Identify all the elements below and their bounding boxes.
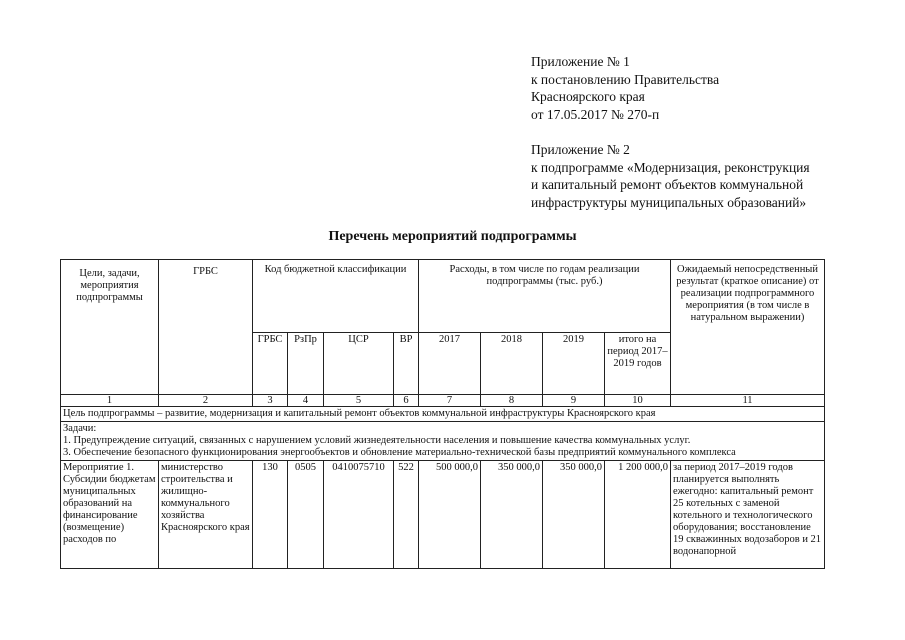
appendix-1-line-4: от 17.05.2017 № 270-п — [531, 106, 660, 122]
measure-grbs-code: 130 — [253, 461, 288, 569]
header-result: Ожидаемый непосредственный результат (краткое описание) от реализации подпрограммного мероприятия (в том числе в натуральном выражении) — [671, 260, 825, 395]
header-grbs: ГРБС — [159, 260, 253, 395]
appendix-1-line-1: Приложение № 1 — [531, 54, 630, 69]
appendix-2-block — [531, 141, 810, 211]
measure-2019: 350 000,0 — [543, 461, 605, 569]
column-number: 9 — [543, 395, 605, 407]
measure-grbs-name: министерство строительства и жилищно-коммунального хозяйства Красноярского края — [159, 461, 253, 569]
measure-total: 1 200 000,0 — [605, 461, 671, 569]
column-number: 4 — [288, 395, 324, 407]
appendix-2-line-4: инфраструктуры муниципальных образований» — [531, 194, 807, 210]
column-number: 8 — [481, 395, 543, 407]
column-number: 7 — [419, 395, 481, 407]
measure-2017: 500 000,0 — [419, 461, 481, 569]
subheader-2019: 2019 — [543, 333, 605, 395]
column-number: 10 — [605, 395, 671, 407]
appendix-2-line-2: к подпрограмме «Модернизация, реконструкция — [531, 159, 810, 175]
document-title: Перечень мероприятий подпрограммы — [328, 229, 577, 244]
column-number: 11 — [671, 395, 825, 407]
column-number: 5 — [324, 395, 394, 407]
measure-result: за период 2017–2019 годов планируется выполнять ежегодно: капитальный ремонт 25 котельных с заменой котельного и технологического оборудования; восстановление 19 скважинных водозаборов и 21 водонапорной — [671, 461, 825, 569]
appendix-2-line-1: Приложение № 2 — [531, 142, 630, 157]
subheader-2017: 2017 — [419, 333, 481, 395]
tasks-row — [61, 422, 825, 461]
subheader-grbs: ГРБС — [253, 333, 288, 395]
header-expenses: Расходы, в том числе по годам реализации подпрограммы (тыс. руб.) — [419, 260, 671, 333]
measures-table — [60, 259, 825, 569]
subheader-2018: 2018 — [481, 333, 543, 395]
column-number: 2 — [159, 395, 253, 407]
appendix-1-line-3: Красноярского края — [531, 89, 645, 104]
header-goals: Цели, задачи, мероприятия подпрограммы — [61, 260, 159, 395]
appendix-1-block — [531, 53, 719, 123]
header-budget-code: Код бюджетной классификации — [253, 260, 419, 333]
appendix-1-line-2: к постановлению Правительства — [531, 71, 720, 87]
subheader-rzpr: РзПр — [288, 333, 324, 395]
measure-vr: 522 — [394, 461, 419, 569]
column-number: 6 — [394, 395, 419, 407]
appendix-2-line-3: и капитальный ремонт объектов коммунальной — [531, 177, 804, 192]
measure-csr: 0410075710 — [324, 461, 394, 569]
column-number: 1 — [61, 395, 159, 407]
task-3: 3. Обеспечение безопасного функционирования энергообъектов и обновление материально-технической базы предприятий коммунального комплекса — [63, 447, 736, 458]
tasks-label: Задачи: — [63, 423, 97, 434]
measure-rzpr: 0505 — [288, 461, 324, 569]
subheader-csr: ЦСР — [324, 333, 394, 395]
task-1: 1. Предупреждение ситуаций, связанных с нарушением условий жизнедеятельности населения и повышение качества коммунальных услуг. — [63, 435, 691, 446]
goal-row: Цель подпрограммы – развитие, модернизация и капитальный ремонт объектов коммунальной инфраструктуры Красноярского края — [61, 407, 825, 422]
subheader-vr: ВР — [394, 333, 419, 395]
subheader-total: итого на период 2017–2019 годов — [605, 333, 671, 395]
column-number: 3 — [253, 395, 288, 407]
measure-2018: 350 000,0 — [481, 461, 543, 569]
measure-name: Мероприятие 1. Субсидии бюджетам муниципальных образований на финансирование (возмещение) расходов по — [61, 461, 159, 569]
